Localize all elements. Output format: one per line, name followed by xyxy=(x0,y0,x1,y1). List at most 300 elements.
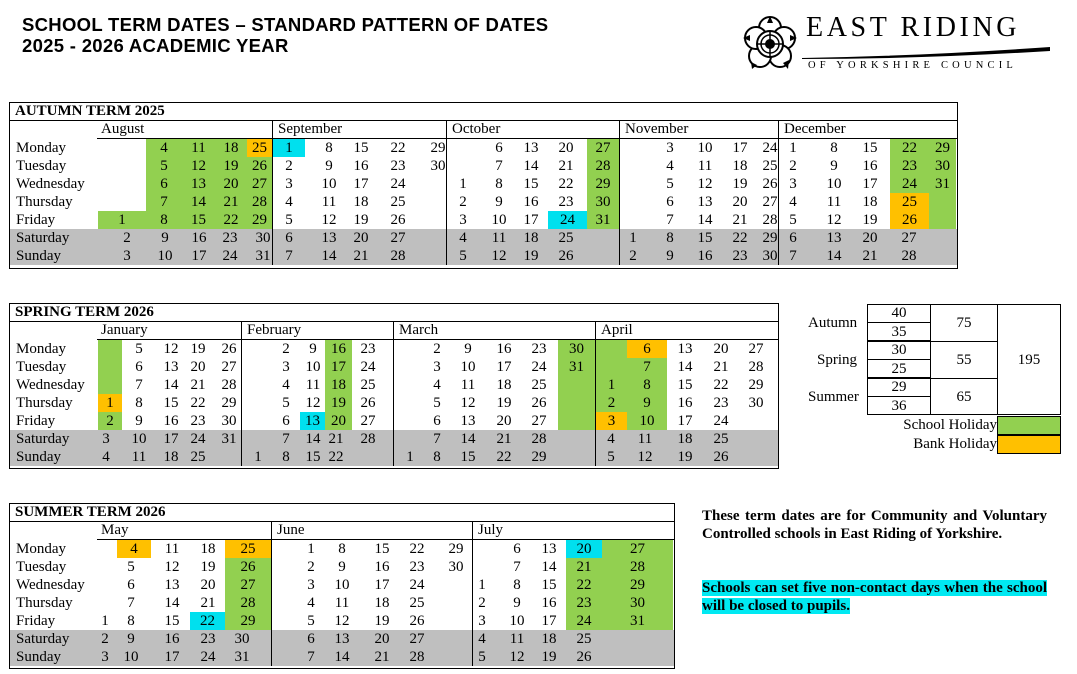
calendar-day: 22 xyxy=(390,140,406,156)
legend-school-holiday-label: School Holiday xyxy=(903,417,997,433)
calendar-day: 23 xyxy=(713,395,729,411)
calendar-day: 11 xyxy=(637,431,653,447)
calendar-day: 19 xyxy=(677,449,693,465)
calendar-day: 11 xyxy=(131,449,147,465)
calendar-day: 28 xyxy=(762,212,778,228)
calendar-day: 25 xyxy=(576,631,592,647)
school-holiday-day: 30 xyxy=(929,157,956,175)
calendar-day: 31 xyxy=(255,248,271,264)
month-divider xyxy=(271,521,272,666)
calendar-day: 5 xyxy=(478,649,486,665)
calendar-day: 1 xyxy=(629,230,637,246)
calendar-day: 20 xyxy=(862,230,878,246)
calendar-day: 18 xyxy=(677,431,693,447)
day-label: Monday xyxy=(16,341,66,357)
calendar-day: 3 xyxy=(101,649,109,665)
school-holiday-day: 7 xyxy=(627,358,667,376)
calendar-day: 29 xyxy=(221,395,237,411)
calendar-day: 25 xyxy=(360,377,376,393)
calendar-day: 16 xyxy=(163,413,179,429)
calendar-day: 17 xyxy=(862,176,878,192)
calendar-day: 4 xyxy=(102,449,110,465)
month-label: May xyxy=(101,522,129,538)
calendar-day: 20 xyxy=(353,230,369,246)
calendar-day: 13 xyxy=(677,341,693,357)
calendar-day: 15 xyxy=(541,577,557,593)
calendar-day: 21 xyxy=(713,359,729,375)
calendar-day: 22 xyxy=(496,449,512,465)
school-holiday-day: 27 xyxy=(602,540,673,558)
calendar-day: 16 xyxy=(164,631,180,647)
calendar-day: 13 xyxy=(321,230,337,246)
calendar-day: 10 xyxy=(697,140,713,156)
calendar-day: 27 xyxy=(390,230,406,246)
school-holiday-day xyxy=(596,358,627,376)
calendar-day: 22 xyxy=(732,230,748,246)
calendar-day: 26 xyxy=(390,212,406,228)
school-holiday-day: 29 xyxy=(929,139,956,157)
calendar-day: 26 xyxy=(762,176,778,192)
calendar-day: 9 xyxy=(325,158,333,174)
calendar-day: 6 xyxy=(513,541,521,557)
highlighted-day: 20 xyxy=(566,540,602,558)
summary-spring-first: 30 xyxy=(891,342,907,358)
calendar-day: 10 xyxy=(305,359,321,375)
day-label: Friday xyxy=(16,613,56,629)
days-summary xyxy=(800,304,1065,464)
calendar-day: 25 xyxy=(190,449,206,465)
calendar-day: 30 xyxy=(762,248,778,264)
calendar-day: 10 xyxy=(334,577,350,593)
calendar-day: 4 xyxy=(282,377,290,393)
calendar-day: 8 xyxy=(325,140,333,156)
calendar-day: 28 xyxy=(409,649,425,665)
calendar-day: 6 xyxy=(127,577,135,593)
calendar-day: 13 xyxy=(163,359,179,375)
school-holiday-day: 24 xyxy=(566,612,602,630)
calendar-day: 21 xyxy=(200,595,216,611)
calendar-day: 2 xyxy=(285,158,293,174)
calendar-day: 27 xyxy=(360,413,376,429)
calendar-day: 23 xyxy=(200,631,216,647)
calendar-day: 3 xyxy=(123,248,131,264)
calendar-day: 28 xyxy=(390,248,406,264)
calendar-day: 27 xyxy=(901,230,917,246)
calendar-day: 24 xyxy=(190,431,206,447)
calendar-day: 31 xyxy=(221,431,237,447)
day-label: Tuesday xyxy=(16,158,67,174)
school-holiday-day xyxy=(558,412,595,430)
calendar-day: 15 xyxy=(460,449,476,465)
calendar-day: 2 xyxy=(459,194,467,210)
calendar-day: 18 xyxy=(496,377,512,393)
calendar-day: 26 xyxy=(221,341,237,357)
calendar-day: 12 xyxy=(826,212,842,228)
calendar-day: 14 xyxy=(677,359,693,375)
calendar-day: 30 xyxy=(234,631,250,647)
calendar-day: 21 xyxy=(732,212,748,228)
calendar-day: 2 xyxy=(282,341,290,357)
day-label: Saturday xyxy=(16,431,70,447)
calendar-day: 13 xyxy=(523,140,539,156)
school-holiday-day: 6 xyxy=(146,175,182,193)
calendar-day: 14 xyxy=(523,158,539,174)
calendar-day: 24 xyxy=(360,359,376,375)
calendar-day: 19 xyxy=(523,248,539,264)
logo-swoosh xyxy=(802,46,1052,60)
calendar-day: 20 xyxy=(713,341,729,357)
school-holiday-day: 31 xyxy=(558,358,595,376)
calendar-day: 4 xyxy=(607,431,615,447)
calendar-day: 9 xyxy=(495,194,503,210)
calendar-day: 24 xyxy=(409,577,425,593)
calendar-day: 8 xyxy=(666,230,674,246)
summary-autumn-second: 35 xyxy=(891,324,907,340)
calendar-day: 7 xyxy=(513,559,521,575)
summary-label-summer: Summer xyxy=(808,389,859,405)
month-label: January xyxy=(101,322,148,338)
calendar-day: 15 xyxy=(523,176,539,192)
school-holiday-day: 26 xyxy=(225,558,271,576)
highlighted-day: 24 xyxy=(548,211,587,229)
school-holiday-day xyxy=(558,394,595,412)
calendar-day: 18 xyxy=(732,158,748,174)
calendar-day: 10 xyxy=(460,359,476,375)
calendar-day: 18 xyxy=(163,449,179,465)
calendar-day: 27 xyxy=(748,341,764,357)
highlighted-day: 22 xyxy=(190,612,225,630)
calendar-day: 21 xyxy=(190,377,206,393)
school-holiday-day: 22 xyxy=(890,139,929,157)
council-logo xyxy=(740,12,1055,76)
school-holiday-day: 29 xyxy=(602,576,673,594)
month-label: June xyxy=(277,522,305,538)
school-holiday-day: 30 xyxy=(558,340,595,358)
school-holiday-day xyxy=(929,193,956,211)
school-holiday-day: 28 xyxy=(587,157,619,175)
calendar-day: 22 xyxy=(190,395,206,411)
calendar-day: 7 xyxy=(666,212,674,228)
calendar-day: 9 xyxy=(127,631,135,647)
bank-holiday-day: 26 xyxy=(890,211,929,229)
calendar-day: 24 xyxy=(713,413,729,429)
calendar-day: 14 xyxy=(541,559,557,575)
logo-subtitle: OF YORKSHIRE COUNCIL xyxy=(808,60,1018,71)
calendar-day: 14 xyxy=(321,248,337,264)
calendar-day: 22 xyxy=(409,541,425,557)
calendar-day: 17 xyxy=(496,359,512,375)
calendar-day: 4 xyxy=(478,631,486,647)
month-divider xyxy=(472,521,473,666)
calendar-day: 15 xyxy=(677,377,693,393)
calendar-day: 14 xyxy=(305,431,321,447)
calendar-day: 23 xyxy=(222,230,238,246)
calendar-day: 1 xyxy=(459,176,467,192)
school-holiday-day: 11 xyxy=(182,139,215,157)
calendar-day: 3 xyxy=(282,359,290,375)
day-label: Monday xyxy=(16,541,66,557)
legend-school-holiday-swatch xyxy=(997,416,1061,435)
calendar-day: 12 xyxy=(697,176,713,192)
calendar-day: 12 xyxy=(163,341,179,357)
calendar-day: 8 xyxy=(127,613,135,629)
calendar-day: 9 xyxy=(830,158,838,174)
calendar-day: 6 xyxy=(135,359,143,375)
calendar-day: 2 xyxy=(433,341,441,357)
calendar-day: 17 xyxy=(541,613,557,629)
school-holiday-day: 18 xyxy=(325,376,352,394)
school-holiday-day: 22 xyxy=(215,211,247,229)
school-holiday-day xyxy=(596,340,627,358)
calendar-day: 15 xyxy=(862,140,878,156)
calendar-day: 5 xyxy=(282,395,290,411)
calendar-day: 6 xyxy=(495,140,503,156)
school-holiday-day: 27 xyxy=(225,576,271,594)
school-holiday-day: 14 xyxy=(182,193,215,211)
day-label: Monday xyxy=(16,140,66,156)
calendar-day: 4 xyxy=(307,595,315,611)
calendar-day: 10 xyxy=(491,212,507,228)
calendar-day: 8 xyxy=(495,176,503,192)
calendar-day: 3 xyxy=(433,359,441,375)
calendar-day: 23 xyxy=(409,559,425,575)
day-label: Sunday xyxy=(16,248,61,264)
calendar-day: 16 xyxy=(353,158,369,174)
day-label: Wednesday xyxy=(16,176,85,192)
highlighted-day: 1 xyxy=(273,139,305,157)
calendar-day: 31 xyxy=(234,649,250,665)
month-label: December xyxy=(784,121,846,137)
school-holiday-day: 16 xyxy=(325,340,352,358)
calendar-day: 7 xyxy=(495,158,503,174)
calendar-day: 10 xyxy=(509,613,525,629)
calendar-day: 1 xyxy=(254,449,262,465)
school-holiday-day: 23 xyxy=(890,157,929,175)
calendar-day: 4 xyxy=(285,194,293,210)
school-holiday-day: 30 xyxy=(587,193,619,211)
calendar-day: 6 xyxy=(666,194,674,210)
calendar-day: 4 xyxy=(433,377,441,393)
highlighted-day: 13 xyxy=(300,412,325,430)
summary-summer-second: 36 xyxy=(891,398,907,414)
school-holiday-day: 22 xyxy=(566,576,602,594)
calendar-day: 5 xyxy=(789,212,797,228)
school-holiday-day: 20 xyxy=(215,175,247,193)
legend-bank-holiday-swatch xyxy=(997,435,1061,454)
calendar-day: 28 xyxy=(360,431,376,447)
calendar-day: 2 xyxy=(307,559,315,575)
calendar-day: 10 xyxy=(826,176,842,192)
calendar-day: 9 xyxy=(513,595,521,611)
calendar-day: 17 xyxy=(523,212,539,228)
school-holiday-day xyxy=(98,376,122,394)
calendar-day: 2 xyxy=(101,631,109,647)
school-holiday-day: 13 xyxy=(182,175,215,193)
school-holiday-day: 18 xyxy=(215,139,247,157)
day-label: Tuesday xyxy=(16,359,67,375)
calendar-day: 9 xyxy=(309,341,317,357)
calendar-day: 7 xyxy=(285,248,293,264)
school-holiday-day xyxy=(929,211,956,229)
calendar-day: 30 xyxy=(448,559,464,575)
calendar-day: 5 xyxy=(666,176,674,192)
school-holiday-day: 31 xyxy=(602,612,673,630)
bank-holiday-day: 4 xyxy=(117,540,151,558)
calendar-day: 4 xyxy=(666,158,674,174)
month-divider xyxy=(393,321,394,466)
calendar-day: 23 xyxy=(190,413,206,429)
calendar-day: 27 xyxy=(531,413,547,429)
calendar-day: 8 xyxy=(282,449,290,465)
calendar-day: 7 xyxy=(433,431,441,447)
calendar-day: 28 xyxy=(531,431,547,447)
school-holiday-day: 28 xyxy=(247,193,272,211)
day-label: Tuesday xyxy=(16,559,67,575)
calendar-day: 2 xyxy=(789,158,797,174)
calendar-day: 13 xyxy=(826,230,842,246)
calendar-day: 20 xyxy=(732,194,748,210)
month-label: March xyxy=(399,322,439,338)
month-label: August xyxy=(101,121,145,137)
calendar-day: 14 xyxy=(163,377,179,393)
school-holiday-day: 1 xyxy=(98,211,146,229)
calendar-day: 14 xyxy=(334,649,350,665)
day-label: Friday xyxy=(16,212,56,228)
school-holiday-day: 21 xyxy=(566,558,602,576)
calendar-day: 27 xyxy=(221,359,237,375)
page-header xyxy=(22,14,548,56)
term-title: SPRING TERM 2026 xyxy=(15,304,154,320)
calendar-day: 16 xyxy=(496,341,512,357)
calendar-day: 9 xyxy=(135,413,143,429)
calendar-day: 6 xyxy=(433,413,441,429)
school-holiday-day: 12 xyxy=(182,157,215,175)
day-label: Friday xyxy=(16,413,56,429)
bank-holiday-day: 1 xyxy=(98,394,122,412)
calendar-day: 27 xyxy=(762,194,778,210)
summary-autumn-first: 40 xyxy=(891,305,907,321)
weekend-row-band xyxy=(10,430,778,448)
calendar-day: 30 xyxy=(221,413,237,429)
school-holiday-day: 7 xyxy=(146,193,182,211)
calendar-day: 8 xyxy=(338,541,346,557)
calendar-day: 24 xyxy=(531,359,547,375)
day-label: Thursday xyxy=(16,194,73,210)
calendar-day: 18 xyxy=(541,631,557,647)
school-holiday-day: 28 xyxy=(602,558,673,576)
calendar-day: 3 xyxy=(307,577,315,593)
calendar-day: 11 xyxy=(305,377,321,393)
day-label: Saturday xyxy=(16,631,70,647)
day-label: Wednesday xyxy=(16,377,85,393)
calendar-day: 21 xyxy=(374,649,390,665)
calendar-day: 15 xyxy=(697,230,713,246)
summer-term-table xyxy=(9,503,675,669)
calendar-day: 18 xyxy=(374,595,390,611)
calendar-day: 7 xyxy=(135,377,143,393)
calendar-day: 12 xyxy=(509,649,525,665)
month-label: November xyxy=(625,121,689,137)
day-label: Thursday xyxy=(16,395,73,411)
calendar-day: 11 xyxy=(826,194,842,210)
school-holiday-day: 30 xyxy=(602,594,673,612)
day-label: Wednesday xyxy=(16,577,85,593)
calendar-day: 16 xyxy=(191,230,207,246)
school-holiday-day: 27 xyxy=(587,139,619,157)
school-holiday-day: 2 xyxy=(98,412,122,430)
calendar-day: 26 xyxy=(576,649,592,665)
calendar-day: 18 xyxy=(862,194,878,210)
calendar-day: 20 xyxy=(200,577,216,593)
calendar-day: 11 xyxy=(509,631,525,647)
calendar-day: 19 xyxy=(353,212,369,228)
calendar-day: 3 xyxy=(459,212,467,228)
school-holiday-day: 5 xyxy=(146,157,182,175)
calendar-day: 4 xyxy=(789,194,797,210)
day-label: Saturday xyxy=(16,230,70,246)
calendar-day: 2 xyxy=(123,230,131,246)
calendar-day: 24 xyxy=(762,140,778,156)
eligibility-note: These term dates are for Community and Voluntary Controlled schools in East Riding of Yorkshire. xyxy=(702,508,1047,542)
calendar-day: 5 xyxy=(285,212,293,228)
term-title: AUTUMN TERM 2025 xyxy=(15,103,165,119)
calendar-day: 29 xyxy=(448,541,464,557)
calendar-day: 30 xyxy=(255,230,271,246)
calendar-day: 6 xyxy=(307,631,315,647)
calendar-day: 21 xyxy=(558,158,574,174)
calendar-day: 23 xyxy=(732,248,748,264)
calendar-day: 30 xyxy=(748,395,764,411)
calendar-day: 20 xyxy=(190,359,206,375)
summary-grand-total: 195 xyxy=(1017,352,1041,368)
school-holiday-day: 27 xyxy=(247,175,272,193)
calendar-day: 18 xyxy=(200,541,216,557)
calendar-day: 10 xyxy=(157,248,173,264)
month-label: April xyxy=(601,322,633,338)
calendar-day: 7 xyxy=(127,595,135,611)
calendar-day: 3 xyxy=(102,431,110,447)
calendar-day: 1 xyxy=(406,449,414,465)
bank-holiday-day: 6 xyxy=(627,340,667,358)
summary-label-autumn: Autumn xyxy=(808,315,858,331)
school-holiday-day: 24 xyxy=(890,175,929,193)
calendar-day: 22 xyxy=(328,449,344,465)
calendar-day: 17 xyxy=(164,649,180,665)
calendar-day: 22 xyxy=(558,176,574,192)
school-holiday-day: 1 xyxy=(596,376,627,394)
calendar-day: 28 xyxy=(221,377,237,393)
calendar-day: 28 xyxy=(748,359,764,375)
calendar-day: 12 xyxy=(491,248,507,264)
calendar-day: 5 xyxy=(607,449,615,465)
calendar-day: 12 xyxy=(460,395,476,411)
calendar-day: 5 xyxy=(127,559,135,575)
calendar-day: 30 xyxy=(430,158,446,174)
calendar-day: 11 xyxy=(164,541,180,557)
summary-spring-second: 25 xyxy=(891,361,907,377)
calendar-day: 29 xyxy=(748,377,764,393)
calendar-day: 17 xyxy=(732,140,748,156)
calendar-day: 18 xyxy=(353,194,369,210)
calendar-day: 12 xyxy=(637,449,653,465)
header-title: SCHOOL TERM DATES – STANDARD PATTERN OF DATES xyxy=(22,14,549,35)
calendar-day: 7 xyxy=(307,649,315,665)
calendar-day: 12 xyxy=(334,613,350,629)
calendar-day: 21 xyxy=(862,248,878,264)
calendar-day: 1 xyxy=(789,140,797,156)
calendar-day: 5 xyxy=(307,613,315,629)
calendar-day: 21 xyxy=(496,431,512,447)
